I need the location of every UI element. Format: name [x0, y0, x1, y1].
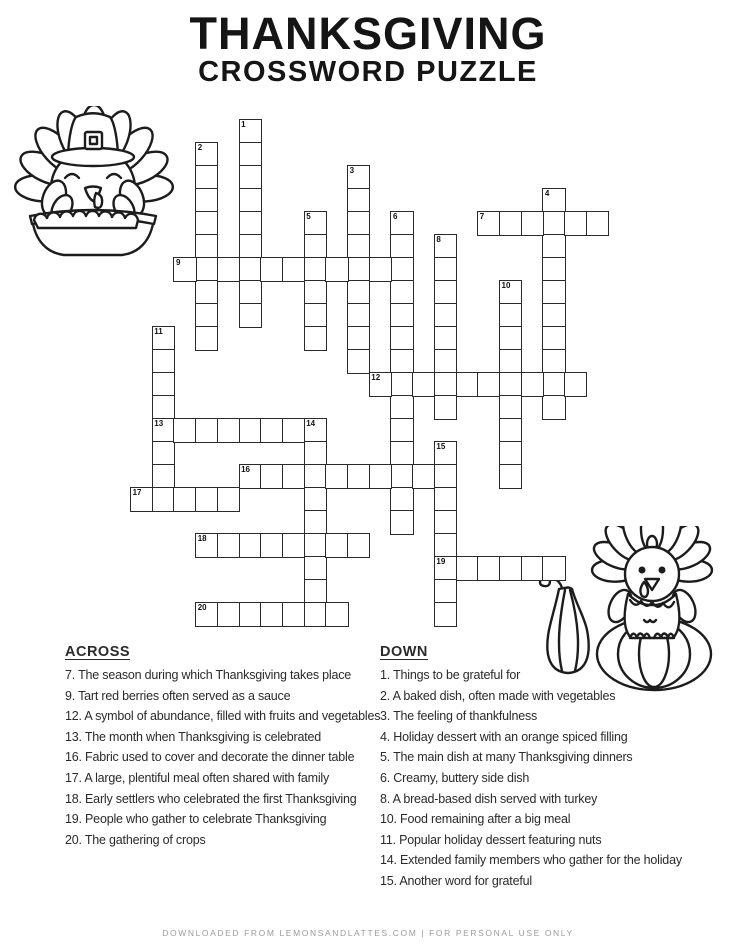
grid-cell[interactable] — [239, 418, 262, 443]
grid-cell[interactable] — [260, 257, 283, 282]
clue-item: 19. People who gather to celebrate Thanksgiving — [65, 812, 327, 827]
down-heading: DOWN — [380, 644, 428, 660]
grid-cell[interactable] — [434, 579, 457, 604]
grid-cell[interactable] — [347, 326, 370, 351]
grid-cell[interactable] — [304, 602, 327, 627]
grid-cell[interactable] — [499, 349, 522, 374]
grid-cell[interactable] — [412, 372, 435, 397]
grid-cell[interactable] — [456, 556, 479, 581]
grid-cell[interactable] — [542, 349, 565, 374]
grid-cell[interactable] — [347, 464, 370, 489]
clue-item: 14. Extended family members who gather for the holiday — [380, 853, 682, 868]
grid-cell[interactable] — [195, 418, 218, 443]
grid-cell[interactable] — [304, 510, 327, 535]
grid-cell[interactable] — [542, 234, 565, 259]
grid-cell[interactable] — [304, 326, 327, 351]
grid-cell[interactable] — [152, 372, 175, 397]
grid-cell[interactable] — [195, 188, 218, 213]
grid-cell[interactable] — [586, 211, 609, 236]
grid-cell[interactable] — [434, 602, 457, 627]
grid-cell[interactable] — [542, 303, 565, 328]
grid-cell[interactable] — [304, 303, 327, 328]
clue-item: 17. A large, plentiful meal often shared with family — [65, 770, 330, 785]
clue-number: 11 — [154, 327, 163, 337]
grid-cell[interactable] — [195, 487, 218, 512]
grid-cell[interactable] — [347, 257, 370, 282]
grid-cell[interactable] — [304, 234, 327, 259]
clue-number: 10 — [501, 281, 511, 291]
grid-cell[interactable] — [499, 464, 522, 489]
grid-cell[interactable] — [434, 349, 457, 374]
grid-cell[interactable] — [239, 602, 262, 627]
grid-cell[interactable] — [239, 142, 262, 167]
grid-cell[interactable] — [260, 533, 283, 558]
grid-cell[interactable] — [239, 280, 262, 305]
clue-number: 8 — [436, 235, 441, 245]
grid-cell[interactable] — [390, 510, 413, 535]
grid-cell[interactable] — [347, 303, 370, 328]
grid-cell[interactable] — [434, 326, 457, 351]
grid-cell[interactable] — [239, 188, 262, 213]
grid-cell[interactable] — [542, 372, 565, 397]
clue-number: 4 — [544, 189, 550, 199]
grid-cell[interactable] — [195, 326, 218, 351]
grid-cell[interactable] — [304, 556, 327, 581]
grid-cell[interactable] — [282, 602, 305, 627]
clue-number: 18 — [197, 534, 207, 544]
grid-cell[interactable] — [304, 280, 327, 305]
clue-item: 2. A baked dish, often made with vegetables — [380, 688, 616, 703]
grid-cell[interactable] — [217, 533, 240, 558]
clue-item: 1. Things to be grateful for — [380, 668, 521, 682]
clue-number: 14 — [306, 419, 316, 429]
clue-number: 17 — [132, 488, 142, 498]
clue-item: 18. Early settlers who celebrated the first Thanksgiving — [65, 791, 357, 806]
grid-cell[interactable] — [195, 257, 218, 282]
grid-cell[interactable] — [542, 257, 565, 282]
grid-cell[interactable] — [325, 464, 348, 489]
grid-cell[interactable] — [542, 280, 565, 305]
grid-cell[interactable] — [390, 487, 413, 512]
grid-cell[interactable] — [239, 303, 262, 328]
grid-cell[interactable] — [282, 533, 305, 558]
clue-number: 6 — [393, 212, 398, 222]
grid-cell[interactable] — [390, 349, 413, 374]
grid-cell[interactable] — [347, 234, 370, 259]
clue-number: 7 — [479, 212, 485, 222]
grid-cell[interactable] — [325, 533, 348, 558]
grid-cell[interactable] — [564, 372, 587, 397]
grid-cell[interactable] — [260, 418, 283, 443]
grid-cell[interactable] — [282, 418, 305, 443]
grid-cell[interactable] — [499, 441, 522, 466]
grid-cell[interactable] — [239, 533, 262, 558]
grid-cell[interactable] — [304, 579, 327, 604]
grid-cell[interactable] — [152, 464, 175, 489]
grid-cell[interactable] — [217, 602, 240, 627]
grid-cell[interactable] — [325, 257, 348, 282]
grid-cell[interactable] — [390, 303, 413, 328]
grid-cell[interactable] — [152, 395, 175, 420]
grid-cell[interactable] — [390, 257, 413, 282]
grid-cell[interactable] — [217, 257, 240, 282]
grid-cell[interactable] — [390, 464, 413, 489]
clue-number: 16 — [241, 465, 250, 475]
grid-cell[interactable] — [521, 211, 544, 236]
clue-number: 15 — [436, 442, 446, 452]
grid-cell[interactable] — [564, 211, 587, 236]
clue-item: 10. Food remaining after a big meal — [380, 812, 571, 827]
clue-item: 3. The feeling of thankfulness — [380, 709, 538, 724]
grid-cell[interactable] — [499, 303, 522, 328]
grid-cell[interactable] — [282, 257, 305, 282]
grid-cell[interactable] — [152, 487, 175, 512]
grid-cell[interactable] — [173, 418, 196, 443]
clue-item: 12. A symbol of abundance, filled with fruits and vegetables — [65, 709, 381, 724]
clue-item: 9. Tart red berries often served as a sauce — [65, 688, 291, 703]
across-heading: ACROSS — [65, 644, 131, 660]
grid-cell[interactable] — [434, 303, 457, 328]
grid-cell[interactable] — [434, 257, 457, 282]
grid-cell[interactable] — [390, 441, 413, 466]
grid-cell[interactable] — [239, 234, 262, 259]
grid-cell[interactable] — [304, 533, 327, 558]
grid-cell[interactable] — [390, 395, 413, 420]
grid-cell[interactable] — [390, 418, 413, 443]
grid-cell[interactable] — [499, 372, 522, 397]
clue-item: 8. A bread-based dish served with turkey — [380, 791, 598, 806]
clue-item: 5. The main dish at many Thanksgiving dinners — [380, 750, 633, 765]
grid-cell[interactable] — [195, 280, 218, 305]
grid-cell[interactable] — [347, 349, 370, 374]
grid-cell[interactable] — [434, 372, 457, 397]
grid-cell[interactable] — [499, 326, 522, 351]
grid-cell[interactable] — [195, 303, 218, 328]
clue-item: 11. Popular holiday dessert featuring nuts — [380, 832, 602, 847]
clue-number: 2 — [197, 143, 203, 153]
grid-cell[interactable] — [390, 234, 413, 259]
grid-cell[interactable] — [434, 280, 457, 305]
grid-cell[interactable] — [499, 556, 522, 581]
grid-cell[interactable] — [542, 395, 565, 420]
clue-number: 3 — [349, 166, 355, 176]
grid-cell[interactable] — [477, 372, 500, 397]
clue-item: 7. The season during which Thanksgiving takes place — [65, 668, 352, 682]
grid-cell[interactable] — [195, 234, 218, 259]
grid-cell[interactable] — [434, 487, 457, 512]
grid-cell[interactable] — [542, 211, 565, 236]
grid-cell[interactable] — [195, 211, 218, 236]
grid-cell[interactable] — [304, 487, 327, 512]
footer-credit: DOWNLOADED FROM LEMONSANDLATTES.COM | FOR PERSONAL USE ONLY — [162, 928, 574, 938]
clue-item: 16. Fabric used to cover and decorate the dinner table — [65, 750, 355, 765]
grid-cell[interactable] — [434, 533, 457, 558]
grid-cell[interactable] — [390, 372, 413, 397]
clue-item: 4. Holiday dessert with an orange spiced filling — [380, 729, 628, 744]
grid-cell[interactable] — [477, 556, 500, 581]
clue-number: 19 — [436, 557, 446, 567]
clue-item: 15. Another word for grateful — [380, 873, 532, 888]
grid-cell[interactable] — [390, 280, 413, 305]
grid-cell[interactable] — [434, 510, 457, 535]
grid-cell[interactable] — [456, 372, 479, 397]
page-subtitle: CROSSWORD PUZZLE — [198, 56, 538, 89]
grid-cell[interactable] — [239, 211, 262, 236]
grid-cell[interactable] — [499, 418, 522, 443]
grid-cell[interactable] — [434, 395, 457, 420]
grid-cell[interactable] — [347, 280, 370, 305]
grid-cell[interactable] — [260, 464, 283, 489]
grid-cell[interactable] — [499, 395, 522, 420]
grid-cell[interactable] — [152, 441, 175, 466]
grid-cell[interactable] — [152, 349, 175, 374]
clue-item: 13. The month when Thanksgiving is celebrated — [65, 729, 321, 744]
grid-cell[interactable] — [217, 418, 240, 443]
clue-item: 20. The gathering of crops — [65, 832, 206, 847]
grid-cell[interactable] — [325, 602, 348, 627]
grid-cell[interactable] — [304, 257, 327, 282]
grid-cell[interactable] — [260, 602, 283, 627]
grid-cell[interactable] — [195, 165, 218, 190]
clue-number: 5 — [306, 212, 311, 222]
grid-cell[interactable] — [521, 372, 544, 397]
grid-cell[interactable] — [347, 188, 370, 213]
grid-cell[interactable] — [347, 211, 370, 236]
grid-cell[interactable] — [217, 487, 240, 512]
clue-number: 9 — [176, 258, 181, 268]
clue-number: 12 — [371, 373, 381, 383]
grid-cell[interactable] — [239, 165, 262, 190]
grid-cell[interactable] — [412, 464, 435, 489]
grid-cell[interactable] — [369, 257, 392, 282]
grid-cell[interactable] — [239, 257, 262, 282]
page-title: THANKSGIVING — [189, 8, 547, 59]
grid-cell[interactable] — [304, 441, 327, 466]
grid-cell[interactable] — [390, 326, 413, 351]
clue-number: 1 — [241, 120, 246, 130]
grid-cell[interactable] — [369, 464, 392, 489]
grid-cell[interactable] — [282, 464, 305, 489]
clue-number: 13 — [154, 419, 164, 429]
grid-cell[interactable] — [304, 464, 327, 489]
grid-cell[interactable] — [499, 211, 522, 236]
clue-item: 6. Creamy, buttery side dish — [380, 770, 530, 785]
grid-cell[interactable] — [542, 556, 565, 581]
grid-cell[interactable] — [542, 326, 565, 351]
grid-cell[interactable] — [173, 487, 196, 512]
grid-cell[interactable] — [521, 556, 544, 581]
grid-cell[interactable] — [347, 533, 370, 558]
clue-number: 20 — [197, 603, 207, 613]
grid-cell[interactable] — [434, 464, 457, 489]
